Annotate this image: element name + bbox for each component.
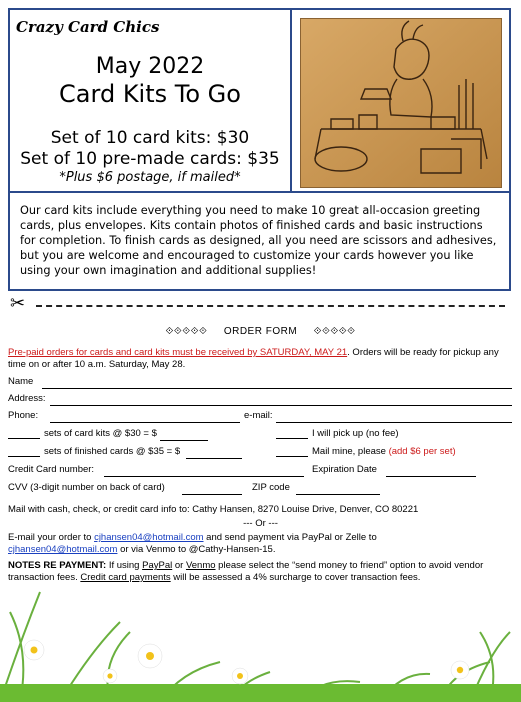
- description-box: [8, 193, 511, 291]
- cvv-label: CVV (3-digit number on back of card): [8, 482, 165, 493]
- finished-line-label: sets of finished cards @ $35 = $: [44, 446, 181, 457]
- crafter-illustration: [300, 18, 502, 188]
- mail-fee: (add $6 per set): [388, 446, 456, 457]
- price-kits: Set of 10 card kits: $30: [50, 128, 250, 148]
- exp-date-field[interactable]: [386, 466, 476, 477]
- address-field[interactable]: [50, 395, 512, 406]
- kits-line-label: sets of card kits @ $30 = $: [44, 428, 157, 439]
- name-label: Name: [8, 376, 34, 387]
- address-label: Address:: [8, 393, 46, 404]
- meadow-illustration: [0, 572, 521, 702]
- cvv-field[interactable]: [182, 484, 242, 495]
- prepaid-rest: . Orders will be ready for pickup any time on or after 10 a.m. Saturday, May 28.: [8, 347, 499, 370]
- kite-ornament-icon: ⟐⟐⟐⟐⟐: [313, 326, 356, 337]
- finished-total-field[interactable]: [186, 448, 242, 459]
- order-form-header: [0, 326, 521, 337]
- dashed-divider: [36, 305, 505, 307]
- zip-field[interactable]: [296, 484, 380, 495]
- notes-part3: will be assessed a 4% surcharge to cover transaction fees.: [170, 572, 421, 583]
- header-box: [8, 8, 511, 193]
- description-text: Our card kits include everything you need to make 10 great all-occasion greeting cards, plus envelopes. Kits contain photos of finished cards and basic instructions for completion. To finish cards as designed, all you need are scissors and adhesives, but you are welcome and encouraged to customize your cards however you like using your own imagination and additional supplies!: [20, 204, 497, 277]
- title-cell: [10, 10, 292, 191]
- name-field[interactable]: [42, 378, 512, 389]
- name-row: [8, 376, 33, 388]
- notes-part2: please select the “send money to friend” option to avoid vendor transaction fees.: [8, 560, 484, 583]
- notes-label: NOTES RE PAYMENT:: [8, 560, 107, 571]
- cc-number-field[interactable]: [104, 466, 304, 477]
- mail-with-text: Mail with cash, check, or credit card info to: Cathy Hansen, 8270 Louise Drive, Denver, CO 80221: [8, 504, 419, 515]
- email-label: e-mail:: [244, 410, 273, 421]
- mail-check-field[interactable]: [276, 446, 308, 457]
- phone-field[interactable]: [50, 412, 240, 423]
- email-link-2[interactable]: cjhansen04@hotmail.com: [8, 544, 118, 555]
- venmo-text: Venmo: [185, 560, 216, 571]
- price-cards: Set of 10 pre-made cards: $35: [20, 149, 280, 169]
- email-link[interactable]: cjhansen04@hotmail.com: [94, 532, 204, 543]
- exp-label: Expiration Date: [312, 464, 377, 475]
- email-order-part3: or via Venmo to @Cathy-Hansen-15.: [117, 544, 276, 555]
- cut-line: [8, 295, 511, 317]
- finished-qty-field[interactable]: [8, 446, 40, 457]
- kits-qty-field[interactable]: [8, 428, 40, 439]
- email-field[interactable]: [276, 412, 512, 423]
- notes-or: or: [172, 560, 186, 571]
- email-order-part1: E-mail your order to: [8, 532, 95, 543]
- cc-label: Credit Card number:: [8, 464, 95, 475]
- illustration-cell: [292, 10, 509, 191]
- mail-option: [312, 446, 456, 458]
- notes-part1: If using: [106, 560, 143, 571]
- paypal-text: PayPal: [142, 560, 173, 571]
- credit-card-payments-text: Credit card payments: [80, 572, 171, 583]
- pickup-label: I will pick up (no fee): [312, 428, 399, 439]
- kits-title: Card Kits To Go: [59, 80, 241, 108]
- kite-ornament-icon: ⟐⟐⟐⟐⟐: [165, 326, 208, 337]
- zip-label: ZIP code: [252, 482, 290, 493]
- kits-total-field[interactable]: [160, 430, 208, 441]
- postage-note: *Plus $6 postage, if mailed*: [59, 170, 241, 185]
- scissors-icon: ✂: [10, 293, 26, 313]
- order-form-title: ORDER FORM: [223, 326, 298, 337]
- month-title: May 2022: [95, 54, 205, 79]
- brand-name: Crazy Card Chics: [16, 18, 160, 36]
- prepaid-notice: [8, 347, 508, 371]
- or-divider: --- Or ---: [243, 518, 278, 529]
- email-order-part2: and send payment via PayPal or Zelle to: [203, 532, 377, 543]
- phone-label: Phone:: [8, 410, 39, 421]
- pickup-check-field[interactable]: [276, 428, 308, 439]
- email-order-text: [8, 532, 513, 556]
- prepaid-deadline: Pre-paid orders for cards and card kits must be received by SATURDAY, MAY 21: [8, 347, 348, 358]
- mail-label: Mail mine, please: [312, 446, 386, 457]
